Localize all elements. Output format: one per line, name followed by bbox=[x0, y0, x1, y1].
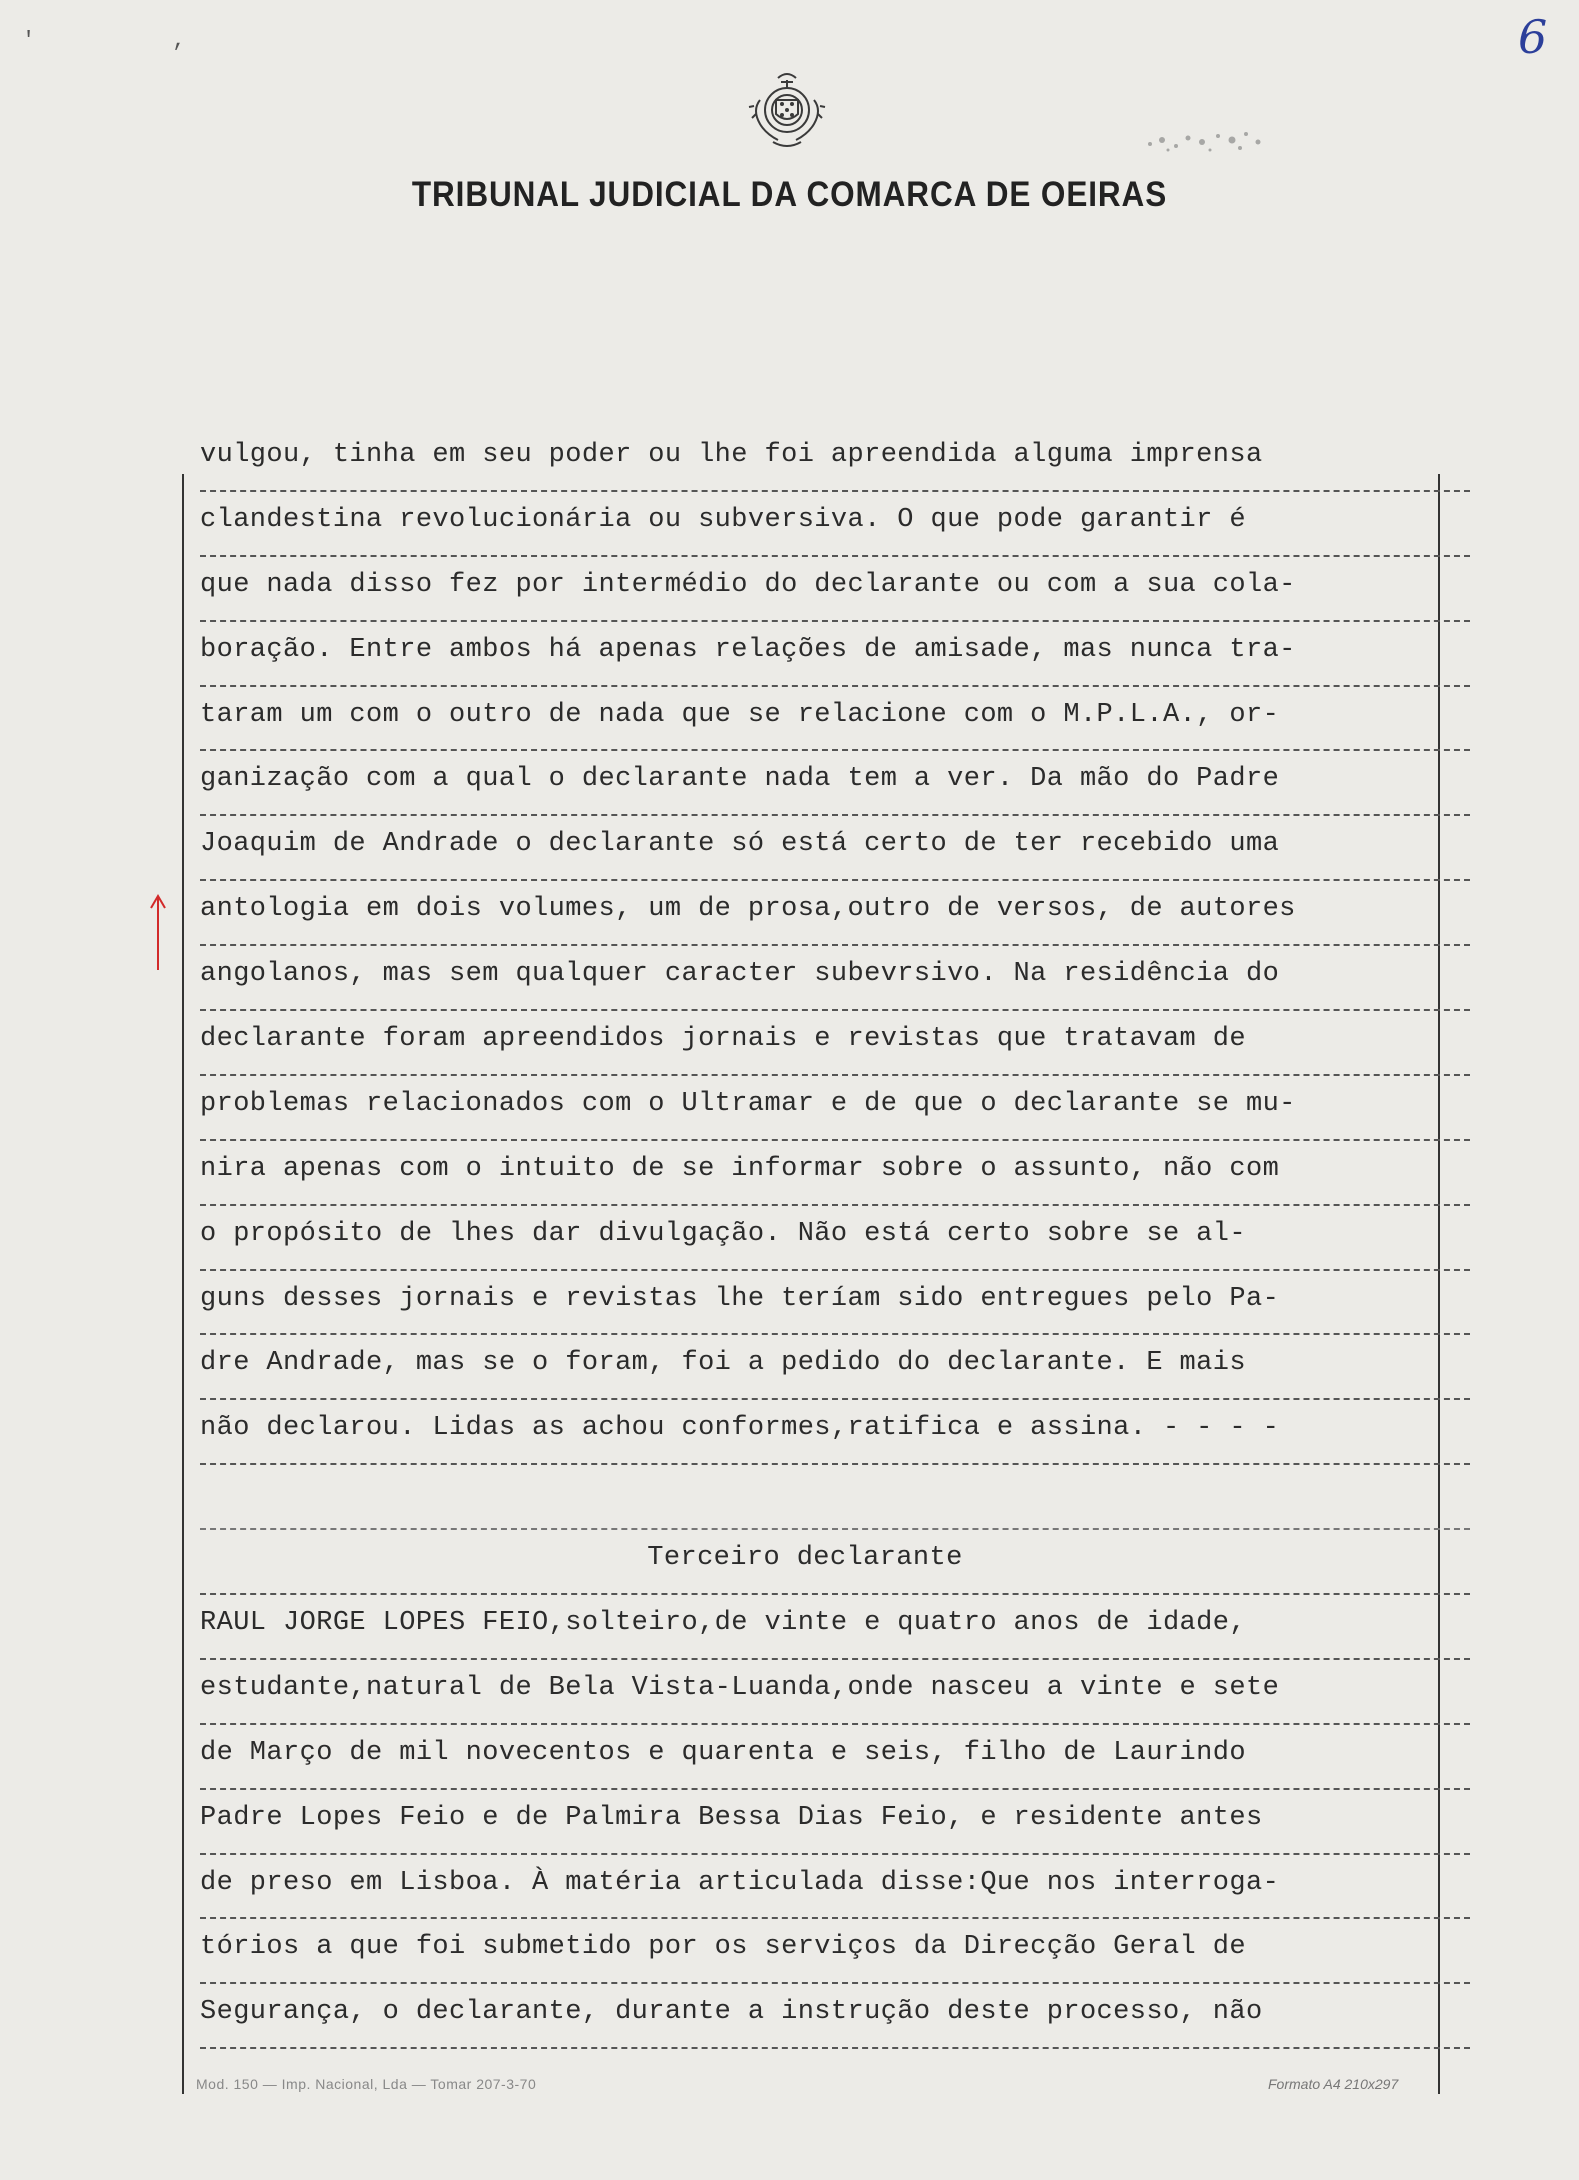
text-line: estudante,natural de Bela Vista-Luanda,onde nasceu a vinte e sete bbox=[200, 1660, 1470, 1725]
form-code: Formato A4 210x297 bbox=[1268, 2076, 1399, 2092]
text-line: o propósito de lhes dar divulgação. Não está certo sobre se al- bbox=[200, 1206, 1470, 1271]
text-line: ganização com a qual o declarante nada tem a ver. Da mão do Padre bbox=[200, 751, 1470, 816]
text-line: angolanos, mas sem qualquer caracter subevrsivo. Na residência do bbox=[200, 946, 1470, 1011]
text-line: Joaquim de Andrade o declarante só está certo de ter recebido uma bbox=[200, 816, 1470, 881]
text-line: declarante foram apreendidos jornais e revistas que tratavam de bbox=[200, 1011, 1470, 1076]
text-line: nira apenas com o intuito de se informar sobre o assunto, não com bbox=[200, 1141, 1470, 1206]
text-line: vulgou, tinha em seu poder ou lhe foi apreendida alguma imprensa bbox=[200, 427, 1470, 492]
text-line: problemas relacionados com o Ultramar e de que o declarante se mu- bbox=[200, 1076, 1470, 1141]
text-line: taram um com o outro de nada que se relacione com o M.P.L.A., or- bbox=[200, 687, 1470, 752]
print-info: Mod. 150 — Imp. Nacional, Lda — Tomar 207-3-70 bbox=[196, 2076, 537, 2092]
court-title: TRIBUNAL JUDICIAL DA COMARCA DE OEIRAS bbox=[411, 175, 1168, 214]
text-line: de preso em Lisboa. À matéria articulada disse:Que nos interroga- bbox=[200, 1855, 1470, 1920]
text-line: de Março de mil novecentos e quarenta e seis, filho de Laurindo bbox=[200, 1725, 1470, 1790]
text-line: boração. Entre ambos há apenas relações de amisade, mas nunca tra- bbox=[200, 622, 1470, 687]
section-heading: Terceiro declarante bbox=[200, 1530, 1470, 1595]
coat-of-arms-icon bbox=[748, 70, 826, 152]
corner-marks: ' , bbox=[22, 28, 248, 53]
text-line: Padre Lopes Feio e de Palmira Bessa Dias Feio, e residente antes bbox=[200, 1790, 1470, 1855]
text-line: não declarou. Lidas as achou conformes,ratifica e assina. - - - - bbox=[200, 1400, 1470, 1465]
text-line: antologia em dois volumes, um de prosa,outro de versos, de autores bbox=[200, 881, 1470, 946]
text-line: RAUL JORGE LOPES FEIO,solteiro,de vinte e quatro anos de idade, bbox=[200, 1595, 1470, 1660]
deposition-text bbox=[200, 427, 1470, 2049]
text-line: Segurança, o declarante, durante a instrução deste processo, não bbox=[200, 1984, 1470, 2049]
blank-line bbox=[200, 1465, 1470, 1530]
margin-arrow-annotation-icon bbox=[146, 892, 170, 972]
text-line: tórios a que foi submetido por os serviços da Direcção Geral de bbox=[200, 1919, 1470, 1984]
scan-smudge bbox=[1140, 128, 1270, 156]
text-line: guns desses jornais e revistas lhe teríam sido entregues pelo Pa- bbox=[200, 1271, 1470, 1336]
text-line: dre Andrade, mas se o foram, foi a pedido do declarante. E mais bbox=[200, 1335, 1470, 1400]
text-line: que nada disso fez por intermédio do declarante ou com a sua cola- bbox=[200, 557, 1470, 622]
text-line: clandestina revolucionária ou subversiva. O que pode garantir é bbox=[200, 492, 1470, 557]
page-number: 6 bbox=[1518, 10, 1548, 64]
frame-left-rule bbox=[182, 474, 184, 2094]
